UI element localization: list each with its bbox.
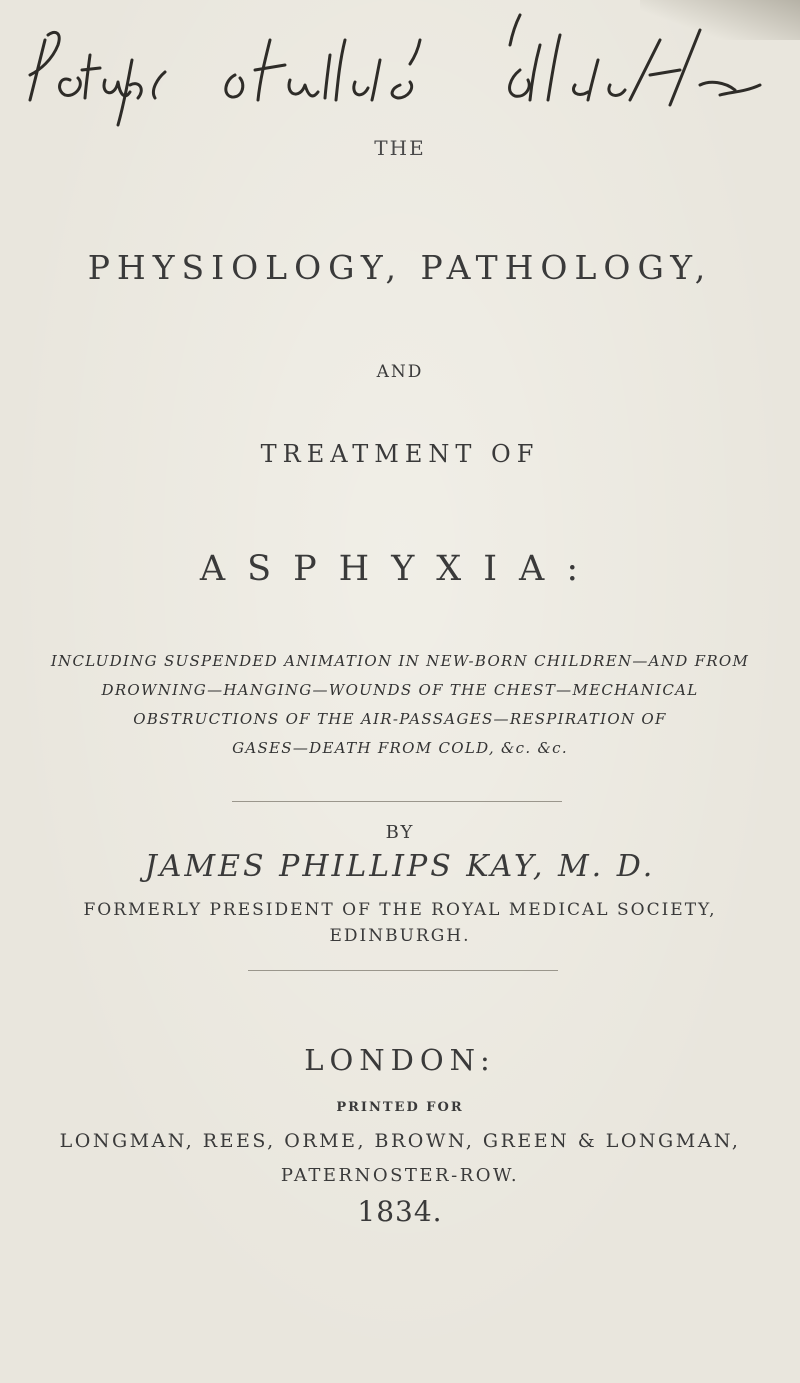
title-prefix: THE	[374, 136, 426, 160]
subtitle-line-4: GASES—DEATH FROM COLD, &c. &c.	[232, 739, 568, 757]
title-line-3: ASPHYXIA:	[199, 549, 601, 589]
author-name: JAMES PHILLIPS KAY, M. D.	[144, 849, 656, 884]
author-credentials-line-2: EDINBURGH.	[329, 926, 471, 946]
subtitle-line-3: OBSTRUCTIONS OF THE AIR-PASSAGES—RESPIRATION OF	[133, 710, 667, 728]
handwritten-inscription	[0, 0, 800, 140]
title-conjunction: AND	[376, 362, 424, 382]
publisher-address: PATERNOSTER-ROW.	[280, 1165, 520, 1186]
printed-for-label: PRINTED FOR	[336, 1100, 464, 1115]
publication-year: 1834.	[357, 1195, 443, 1228]
divider-rule	[232, 801, 562, 802]
by-label: BY	[385, 822, 415, 843]
subtitle-line-2: DROWNING—HANGING—WOUNDS OF THE CHEST—MECHANICAL	[101, 681, 699, 699]
publisher-names: LONGMAN, REES, ORME, BROWN, GREEN & LONGMAN,	[59, 1130, 741, 1152]
subtitle-line-1: INCLUDING SUSPENDED ANIMATION IN NEW-BORN CHILDREN—AND FROM	[50, 652, 750, 670]
author-credentials-line-1: FORMERLY PRESIDENT OF THE ROYAL MEDICAL SOCIETY,	[83, 900, 717, 920]
divider-rule	[248, 970, 558, 971]
imprint-city: LONDON:	[304, 1043, 496, 1077]
title-line-1: PHYSIOLOGY, PATHOLOGY,	[87, 248, 713, 287]
title-line-2: TREATMENT OF	[260, 440, 540, 468]
